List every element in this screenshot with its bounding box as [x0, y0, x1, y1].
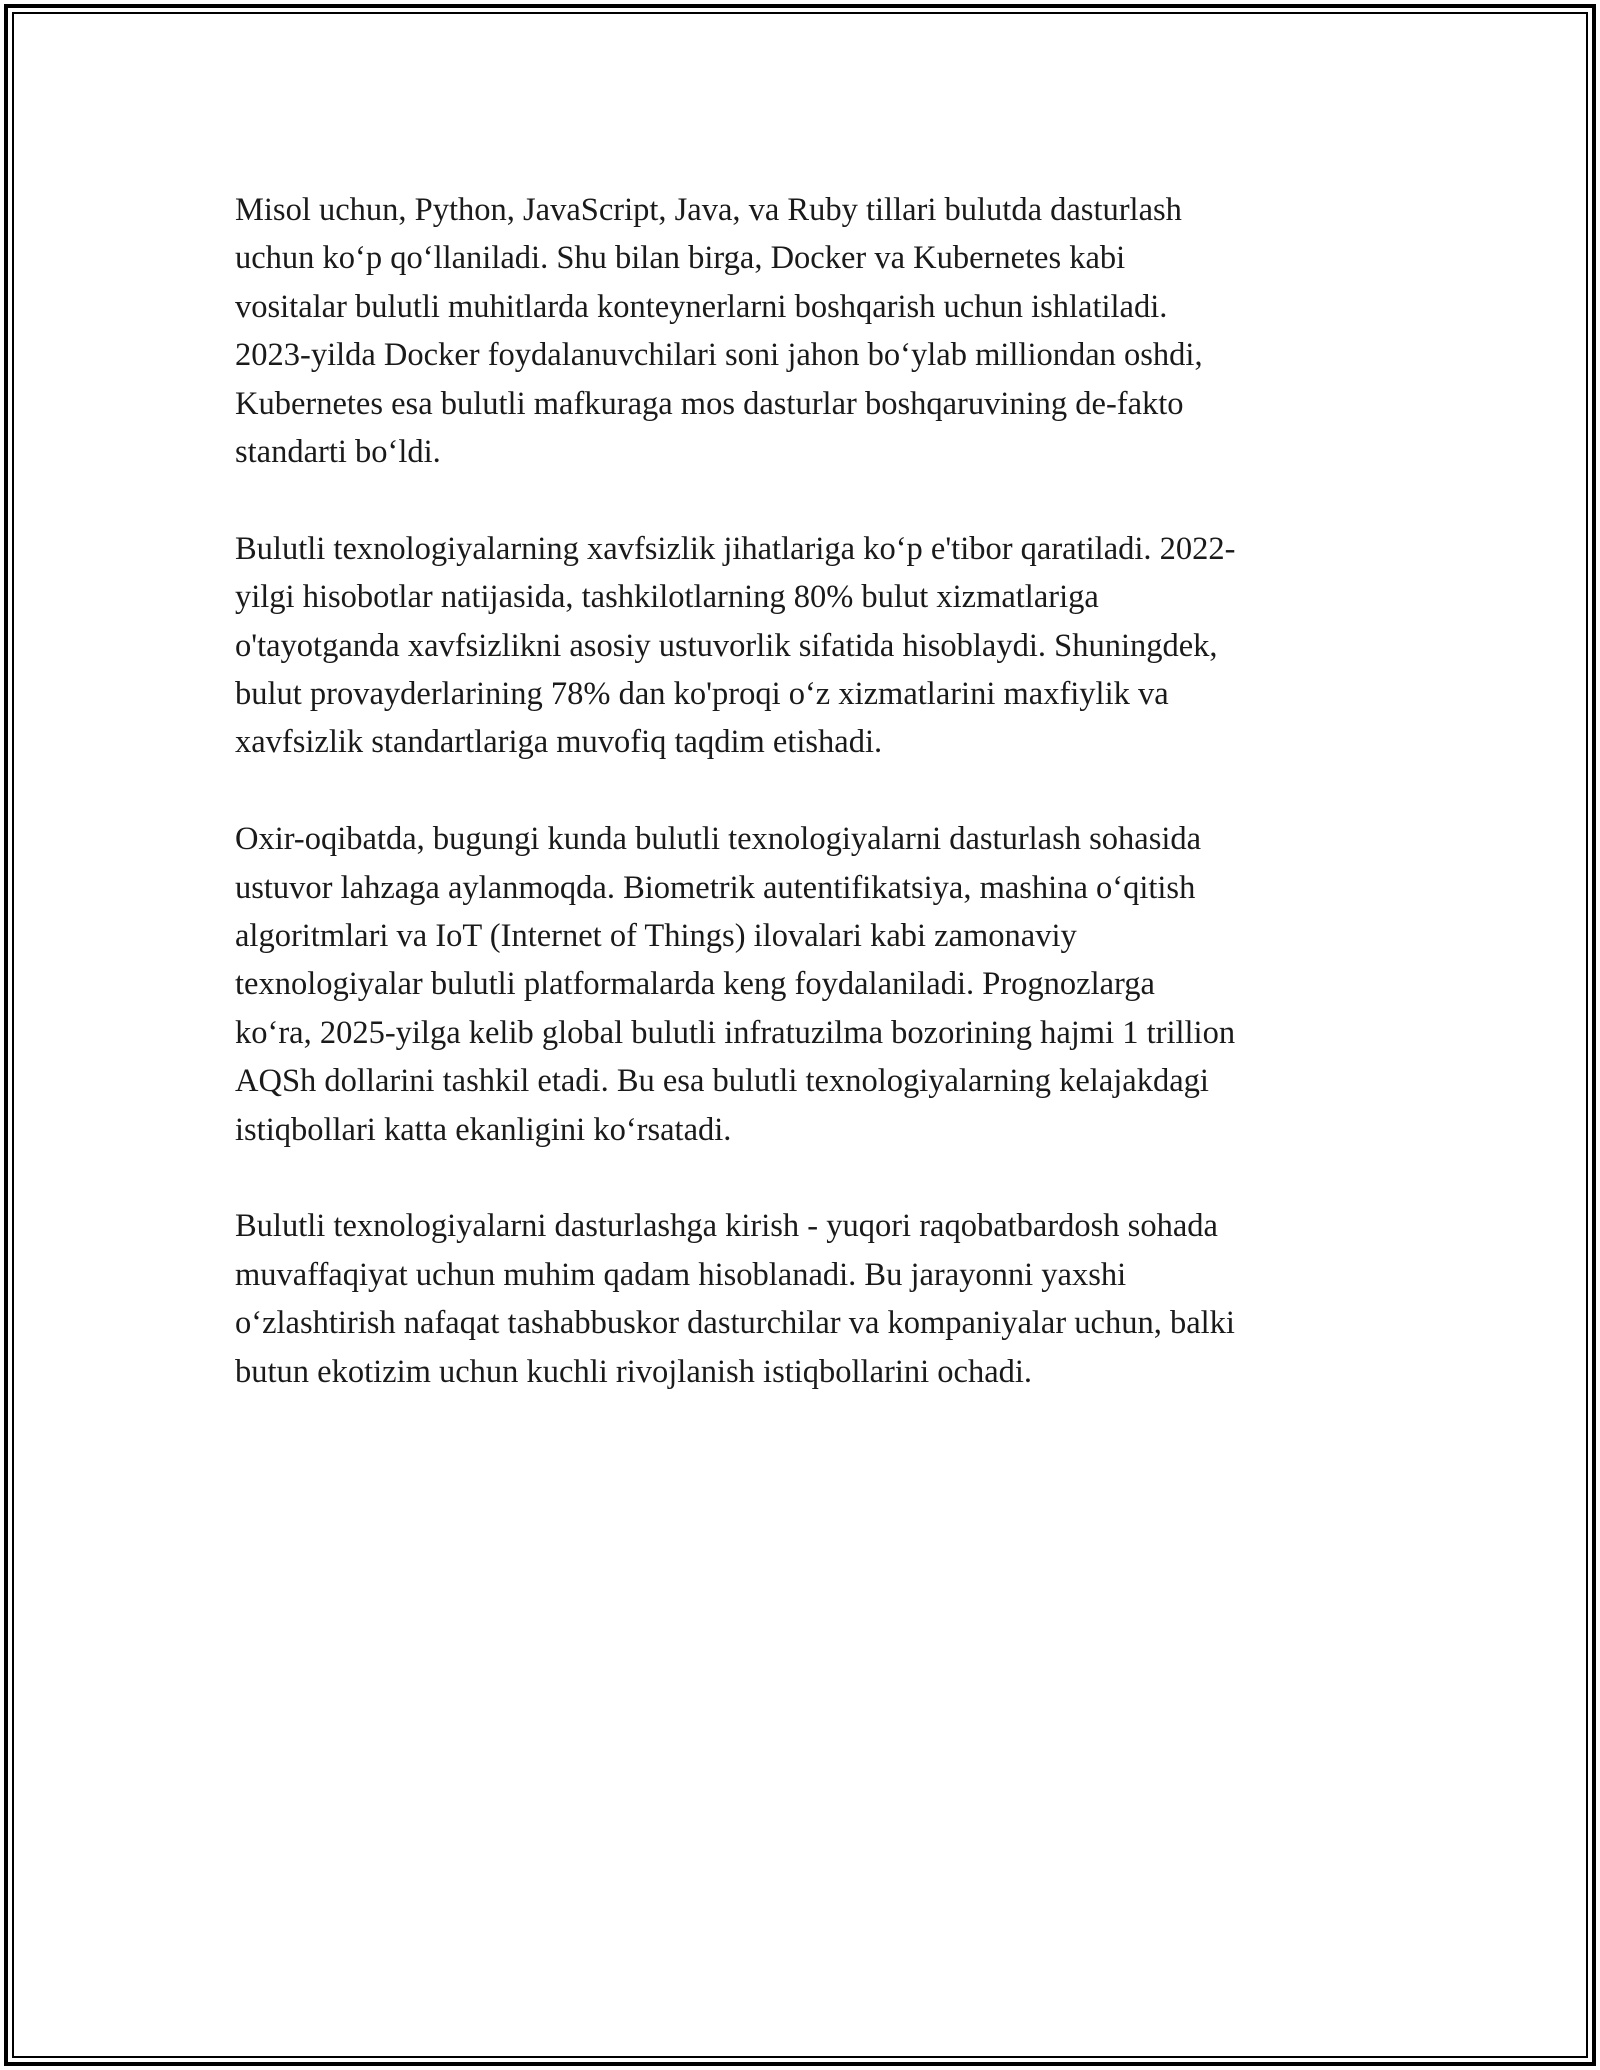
- text-line: uchun ko‘p qo‘llaniladi. Shu bilan birga, Docker va Kubernetes kabi: [235, 240, 1126, 277]
- text-line: yilgi hisobotlar natijasida, tashkilotlarning 80% bulut xizmatlariga: [235, 579, 1099, 616]
- text-line: Misol uchun, Python, JavaScript, Java, va Ruby tillari bulutda dasturlash: [235, 192, 1182, 228]
- text-line: standarti bo‘ldi.: [235, 434, 441, 471]
- text-line: AQSh dollarini tashkil etadi. Bu esa bulutli texnologiyalarning kelajakdagi: [235, 1063, 1209, 1100]
- paragraph-2: [235, 525, 1375, 767]
- text-line: 2023-yilda Docker foydalanuvchilari soni jahon bo‘ylab milliondan oshdi,: [235, 337, 1203, 374]
- paragraph-1: [235, 186, 1375, 476]
- text-line: Bulutli texnologiyalarning xavfsizlik jihatlariga ko‘p e'tibor qaratiladi. 2022-: [235, 530, 1236, 567]
- text-line: ustuvor lahzaga aylanmoqda. Biometrik autentifikatsiya, mashina o‘qitish: [235, 869, 1196, 906]
- paragraph-4: [235, 1202, 1375, 1396]
- text-line: texnologiyalar bulutli platformalarda keng foydalaniladi. Prognozlarga: [235, 966, 1155, 1003]
- text-line: ko‘ra, 2025-yilga kelib global bulutli infratuzilma bozorining hajmi 1 trillion: [235, 1014, 1236, 1051]
- document-body: [235, 186, 1375, 1445]
- text-line: xavfsizlik standartlariga muvofiq taqdim etishadi.: [235, 724, 883, 761]
- text-line: Oxir-oqibatda, bugungi kunda bulutli texnologiyalarni dasturlash sohasida: [235, 821, 1202, 858]
- text-line: vositalar bulutli muhitlarda konteynerlarni boshqarish uchun ishlatiladi.: [235, 288, 1168, 325]
- text-line: muvaffaqiyat uchun muhim qadam hisoblanadi. Bu jarayonni yaxshi: [235, 1256, 1127, 1293]
- text-line: o‘zlashtirish nafaqat tashabbuskor dasturchilar va kompaniyalar uchun, balki: [235, 1305, 1235, 1342]
- text-line: Kubernetes esa bulutli mafkuraga mos dasturlar boshqaruvining de-fakto: [235, 385, 1184, 422]
- text-line: Bulutli texnologiyalarni dasturlashga kirish - yuqori raqobatbardosh sohada: [235, 1208, 1218, 1245]
- text-line: bulut provayderlarining 78% dan ko'proqi o‘z xizmatlarini maxfiylik va: [235, 676, 1169, 713]
- text-line: istiqbollari katta ekanligini ko‘rsatadi.: [235, 1111, 732, 1148]
- text-line: o'tayotganda xavfsizlikni asosiy ustuvorlik sifatida hisoblaydi. Shuningdek,: [235, 627, 1218, 664]
- text-line: algoritmlari va IoT (Internet of Things) ilovalari kabi zamonaviy: [235, 918, 1077, 955]
- paragraph-3: [235, 815, 1375, 1154]
- text-line: butun ekotizim uchun kuchli rivojlanish istiqbollarini ochadi.: [235, 1353, 1033, 1390]
